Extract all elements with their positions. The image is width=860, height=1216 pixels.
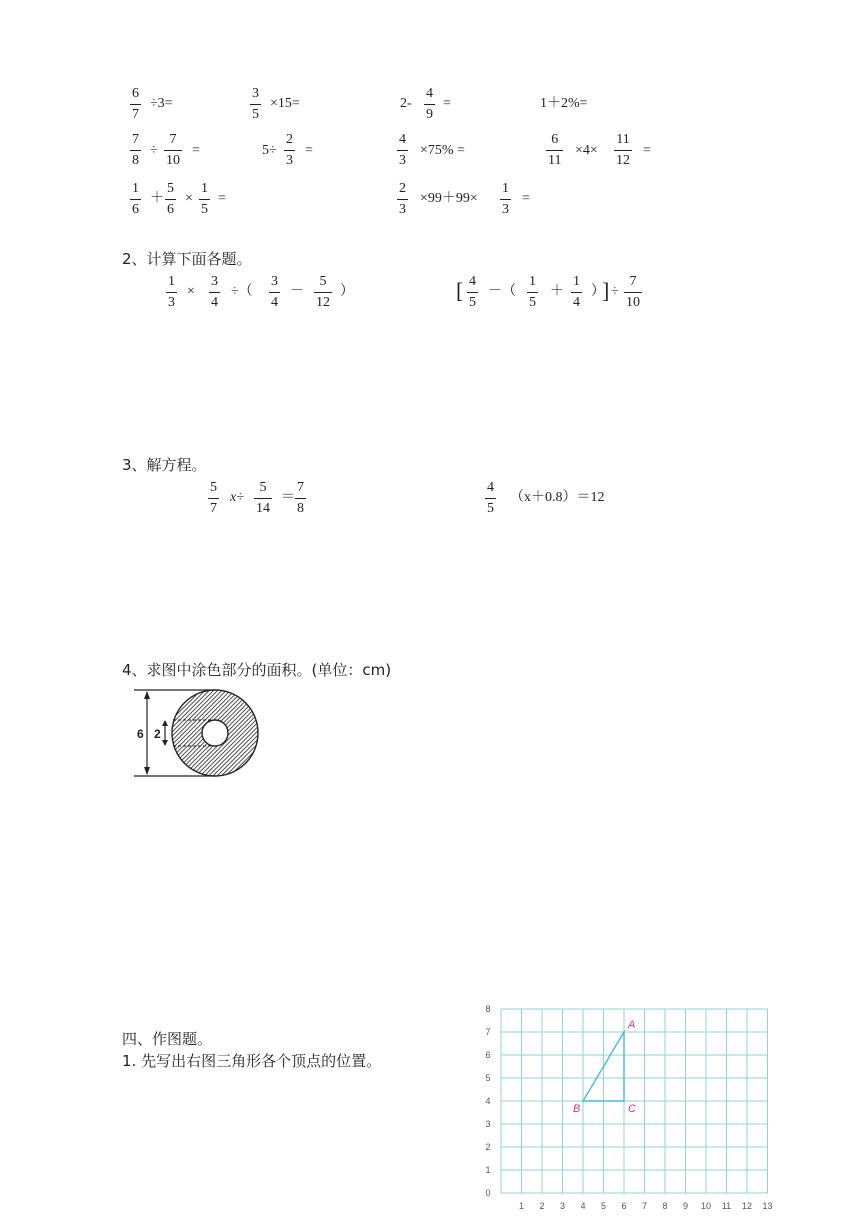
x-tick-label: 4	[580, 1201, 586, 1211]
fraction	[500, 182, 511, 217]
fraction	[485, 481, 496, 516]
fraction	[199, 182, 210, 217]
section-5-title: 四、作图题。	[122, 1030, 213, 1048]
vertex-label-b: B	[573, 1103, 581, 1115]
denominator: 4	[209, 292, 220, 310]
percent-expression: 1＋2%=	[540, 96, 588, 111]
fraction	[208, 481, 219, 516]
fraction	[254, 481, 272, 516]
denominator: 6	[130, 199, 141, 217]
y-tick-label: 0	[485, 1188, 491, 1198]
x-tick-label: 11	[721, 1201, 732, 1211]
operator-text: ＋	[550, 284, 564, 299]
denominator: 11	[546, 150, 563, 168]
vertex-label-a: A	[628, 1019, 636, 1031]
vertex-label-c: C	[628, 1103, 636, 1115]
equals-text: =	[218, 191, 226, 206]
y-tick-label: 8	[485, 1004, 491, 1014]
denominator: 5	[527, 292, 538, 310]
y-tick-label: 6	[485, 1050, 491, 1060]
denominator: 8	[295, 498, 306, 516]
numerator: 7	[297, 480, 304, 495]
operator-text: ×99＋99×	[420, 191, 478, 206]
operator-text: －（	[488, 284, 516, 299]
section-3-title: 3、解方程。	[122, 456, 207, 474]
denominator: 12	[614, 150, 632, 168]
prefix-text: 5÷	[262, 143, 277, 158]
fraction	[467, 275, 478, 310]
x-tick-label: 8	[662, 1201, 668, 1211]
y-tick-label: 1	[485, 1165, 491, 1175]
numerator: 1	[132, 181, 139, 196]
numerator: 6	[551, 132, 559, 147]
equals-text: =	[643, 143, 651, 158]
divide-text: ÷	[611, 284, 619, 299]
operator-text: －	[290, 284, 304, 299]
fraction	[165, 182, 176, 217]
numerator: 2	[399, 181, 406, 196]
x-tick-label: 1	[518, 1201, 525, 1211]
numerator: 4	[426, 86, 433, 101]
numerator: 6	[132, 86, 139, 101]
grid-lines	[501, 1009, 768, 1193]
denominator: 3	[397, 150, 408, 168]
section-4-title: 4、求图中涂色部分的面积。(单位：cm)	[122, 661, 392, 679]
numerator: 2	[286, 132, 293, 147]
operator-text: ＋	[150, 191, 164, 206]
fraction	[571, 275, 582, 310]
ring-figure	[125, 685, 270, 785]
denominator: 5	[467, 292, 478, 310]
numerator: 7	[629, 274, 637, 289]
denominator: 6	[165, 199, 176, 217]
operator-text: ×	[187, 284, 195, 299]
operator-text: ÷（	[231, 284, 253, 299]
numerator: 1	[573, 274, 580, 289]
y-tick-label: 5	[485, 1073, 491, 1083]
inner-diameter-label: 2	[154, 727, 161, 741]
fraction	[130, 133, 141, 168]
operator-text: ÷	[150, 143, 158, 158]
x-tick-label: 7	[641, 1201, 648, 1211]
x-tick-label: 10	[700, 1201, 712, 1211]
numerator: 1	[502, 181, 509, 196]
fraction	[424, 87, 435, 122]
operator-text: =	[443, 96, 451, 111]
numerator: 5	[319, 274, 327, 289]
equals-text: =	[192, 143, 200, 158]
numerator: 3	[271, 274, 278, 289]
fraction	[164, 133, 182, 168]
equation-rest: （x＋0.8）＝12	[510, 490, 605, 505]
numerator: 5	[167, 181, 174, 196]
numerator: 1	[529, 274, 536, 289]
denominator: 10	[164, 150, 182, 168]
x-tick-label: 6	[621, 1201, 627, 1211]
operator-text: ×75% =	[420, 143, 465, 158]
x-tick-label: 5	[600, 1201, 607, 1211]
operator-text: ×4×	[575, 143, 598, 158]
denominator: 4	[571, 292, 582, 310]
fraction	[295, 481, 306, 516]
denominator: 4	[269, 292, 280, 310]
x-tick-label: 9	[682, 1201, 689, 1211]
x-tick-label: 2	[539, 1201, 545, 1211]
x-tick-label: 3	[559, 1201, 566, 1211]
x-tick-label: 13	[762, 1201, 773, 1211]
section-2-title: 2、计算下面各题。	[122, 250, 252, 268]
fraction	[614, 133, 632, 168]
denominator: 3	[500, 199, 511, 217]
variable-text: x÷	[230, 490, 244, 505]
y-tick-label: 7	[485, 1027, 491, 1037]
fraction	[624, 275, 642, 310]
numerator: 5	[259, 480, 267, 495]
denominator: 14	[254, 498, 272, 516]
numerator: 1	[201, 181, 208, 196]
equals-text: =	[522, 191, 530, 206]
denominator: 7	[208, 498, 219, 516]
arrow-up-icon	[144, 691, 150, 699]
denominator: 3	[284, 150, 295, 168]
denominator: 8	[130, 150, 141, 168]
close-bracket: ]	[602, 278, 610, 303]
outer-diameter-label: 6	[137, 727, 144, 741]
close-paren: ）	[340, 284, 354, 299]
denominator: 5	[199, 199, 210, 217]
denominator: 5	[485, 498, 496, 516]
denominator: 9	[424, 104, 435, 122]
fraction	[527, 275, 538, 310]
numerator: 5	[210, 480, 217, 495]
fraction	[209, 275, 220, 310]
close-paren: ）	[591, 284, 605, 299]
equals-text: =	[305, 143, 313, 158]
y-tick-label: 4	[485, 1096, 491, 1106]
denominator: 3	[166, 292, 177, 310]
equals-text: ＝	[281, 490, 295, 505]
fraction	[269, 275, 280, 310]
fraction	[546, 133, 563, 168]
coordinate-grid	[470, 1000, 780, 1216]
numerator: 7	[132, 132, 139, 147]
arrow-down-icon	[144, 767, 150, 775]
operator-text: ×	[185, 191, 193, 206]
denominator: 12	[314, 292, 332, 310]
numerator: 4	[487, 480, 494, 495]
numerator: 4	[399, 132, 406, 147]
fraction	[250, 87, 261, 122]
x-tick-label: 12	[741, 1201, 753, 1211]
numerator: 11	[616, 132, 630, 147]
operator-text: ×15=	[270, 96, 300, 111]
question-1: 1. 先写出右图三角形各个顶点的位置。	[122, 1052, 382, 1070]
fraction	[314, 275, 332, 310]
operator-text: ÷3=	[150, 96, 173, 111]
prefix-text: 2-	[400, 96, 412, 111]
denominator: 5	[250, 104, 261, 122]
fraction	[166, 275, 177, 310]
open-bracket: [	[456, 278, 464, 303]
y-tick-label: 3	[485, 1119, 491, 1129]
numerator: 3	[252, 86, 259, 101]
fraction	[397, 133, 408, 168]
fraction	[397, 182, 408, 217]
fraction	[130, 182, 141, 217]
fraction	[284, 133, 295, 168]
fraction	[130, 87, 141, 122]
y-tick-label: 2	[485, 1142, 491, 1152]
numerator: 3	[211, 274, 218, 289]
numerator: 7	[169, 132, 177, 147]
arrow-up-icon	[162, 720, 168, 726]
denominator: 7	[130, 104, 141, 122]
numerator: 1	[168, 274, 175, 289]
numerator: 4	[469, 274, 476, 289]
denominator: 10	[624, 292, 642, 310]
inner-circle	[202, 720, 228, 746]
denominator: 3	[397, 199, 408, 217]
arrow-down-icon	[162, 740, 168, 746]
